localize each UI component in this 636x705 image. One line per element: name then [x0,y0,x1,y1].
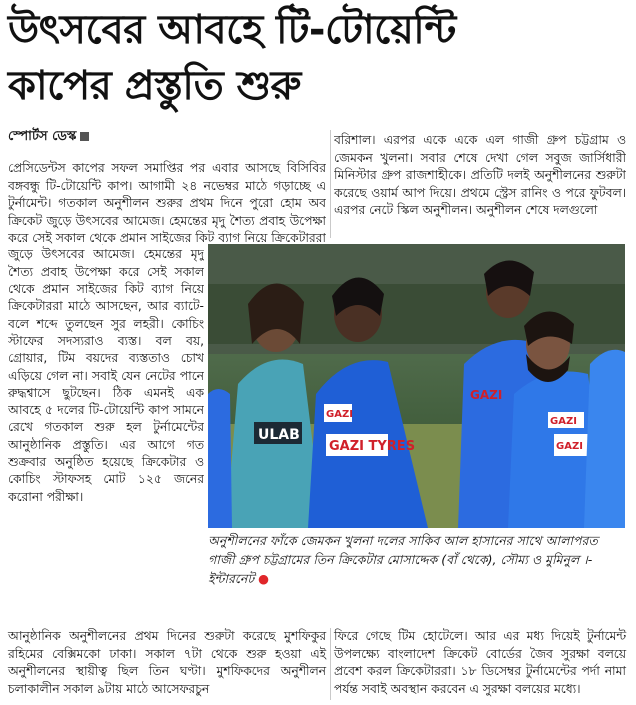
right-top-text: বরিশাল। এরপর একে একে এল গাজী গ্রুপ চট্টগ্রাম ও জেমকন খুলনা। সবার শেষে দেখা গেল সবুজ জার্সিধারী মিনিস্টার গ্রুপ রাজশাহীকে। প্রতিটি দলই অনুশীলনের শুরুটা করেছে ওয়ার্ম আপ দিয়ে। প্রথমে স্ট্রেস রানিং ও পরে ফুটবল। এরপর নেটে স্কিল অনুশীলন। অনুশীলন শেষে দলগুলো [334,133,626,217]
caption-bullet-icon: ● [258,571,270,586]
article-column-bottom-left [8,628,326,698]
article-column-left [8,128,204,153]
jersey-text-gazi-2: GAZI [470,388,503,402]
column-divider-top [330,130,331,238]
lead-top-text: প্রেসিডেন্টস কাপের সফল সমাপ্তির পর এবার আসছে বিসিবির বঙ্গবন্ধু টি-টোয়েন্টি কাপ। আগামী ২৪ নভেম্বর মাঠে গড়াচ্ছে এ টুর্নামেন্ট। গতকাল অনুশীলন শুরুর প্রথম দিনে পুরো হোম অব ক্রিকেট জুড়ে উৎসবের আমেজ। হেমন্তের মৃদু শৈত্য প্রবাহ উপেক্ষা করে সেই সকাল থেকে প্রমান সাইজের কিট ব্যাগ নিয়ে ক্রিকেটাররা [8,161,326,244]
article-column-bottom-right [334,628,626,698]
lead-top-block [8,160,326,244]
jersey-text-gazi-1: GAZI [326,409,353,420]
bottom-right-text: ফিরে গেছে টিম হোটেলে। আর এর মধ্য দিয়েই টুর্নামেন্ট উপলক্ষ্যে বাংলাদেশ ক্রিকেট বোর্ডের জৈব সুরক্ষা বলয়ে প্রবেশ করল ক্রিকেটাররা। ১৮ ডিসেম্বর টুর্নামেন্টের পর্দা নামা পর্যন্ত সবাই অবস্থান করবেন এ সুরক্ষা বলয়ের মধ্যে। [334,629,626,696]
jersey-text-gazi-tyres-1: GAZI TYRES [329,439,416,454]
headline-line-1: উৎসবের আবহে টি-টোয়েন্টি [8,7,456,53]
article-column-right-top [334,132,626,240]
lead-narrow-block [8,244,204,624]
bottom-left-text: আনুষ্ঠানিক অনুশীলনের প্রথম দিনের শুরুটা করেছে মুশফিকুর রহিমের বেক্সিমকো ঢাকা। সকাল ৭টা থেকে শুরু হওয়া এই অনুশীলনের স্থায়ীত্ব ছিল তিন ঘণ্টা। মুশফিকদের অনুশীলন চলাকালীন সকাল ৯টায় মাঠে আসেফরচুন [8,629,326,696]
jersey-text-ulab: ULAB [258,427,300,443]
headline [8,2,628,114]
players-photo-illustration [208,244,625,528]
photo-caption [208,531,628,588]
news-photo [208,244,625,528]
lead-narrow-text: জুড়ে উৎসবের আমেজ। হেমন্তের মৃদু শৈত্য প্রবাহ উপেক্ষা করে সেই সকাল থেকে প্রমান সাইজের কিট ব্যাগ নিয়ে ক্রিকেটাররা মাঠে আসছেন, আর ব্যাটে-বলে শব্দে তুলছেন সুর লহরী। কোচিং স্টাফের সদস্যরাও ব্যস্ত। বল বয়, গ্রোয়ার, টিম বয়দের ব্যস্ততাও চোখ এড়িয়ে গেল না। সবাই যেন নেটের পানে রুদ্ধশ্বাসে ছুটছেন। ঠিক এমনই এক আবহে ৫ দলের টি-টোয়েন্টি কাপ সামনে রেখে গতকাল শুরু হল টুর্নামেন্টের আনুষ্ঠানিক প্রস্তুতি। এর আগে গত শুক্রবার অনুষ্ঠিত হয়েছে ক্রিকেটার ও কোচিং স্টাফসহ মোট ১২৫ জনের করোনা পরীক্ষা। [8,247,204,504]
byline-text: স্পোর্টস ডেস্ক [8,129,77,144]
byline [8,128,204,145]
column-divider-bottom [330,628,331,700]
photo-caption-text: অনুশীলনের ফাঁকে জেমকন খুলনা দলের সাকিব আল হাসানের সাথে আলাপরত গাজী গ্রুপ চট্টগ্রামের তিন ক্রিকেটার মোসাদ্দেক (বাঁ থেকে), সৌম্য ও মুমিনুল ।-ইন্টারনেট [208,533,598,586]
jersey-text-gazi-3: GAZI [550,416,577,427]
byline-square-icon [80,132,89,141]
headline-line-2: কাপের প্রস্তুতি শুরু [8,63,301,109]
jersey-text-gazi-4: GAZI [556,441,583,452]
